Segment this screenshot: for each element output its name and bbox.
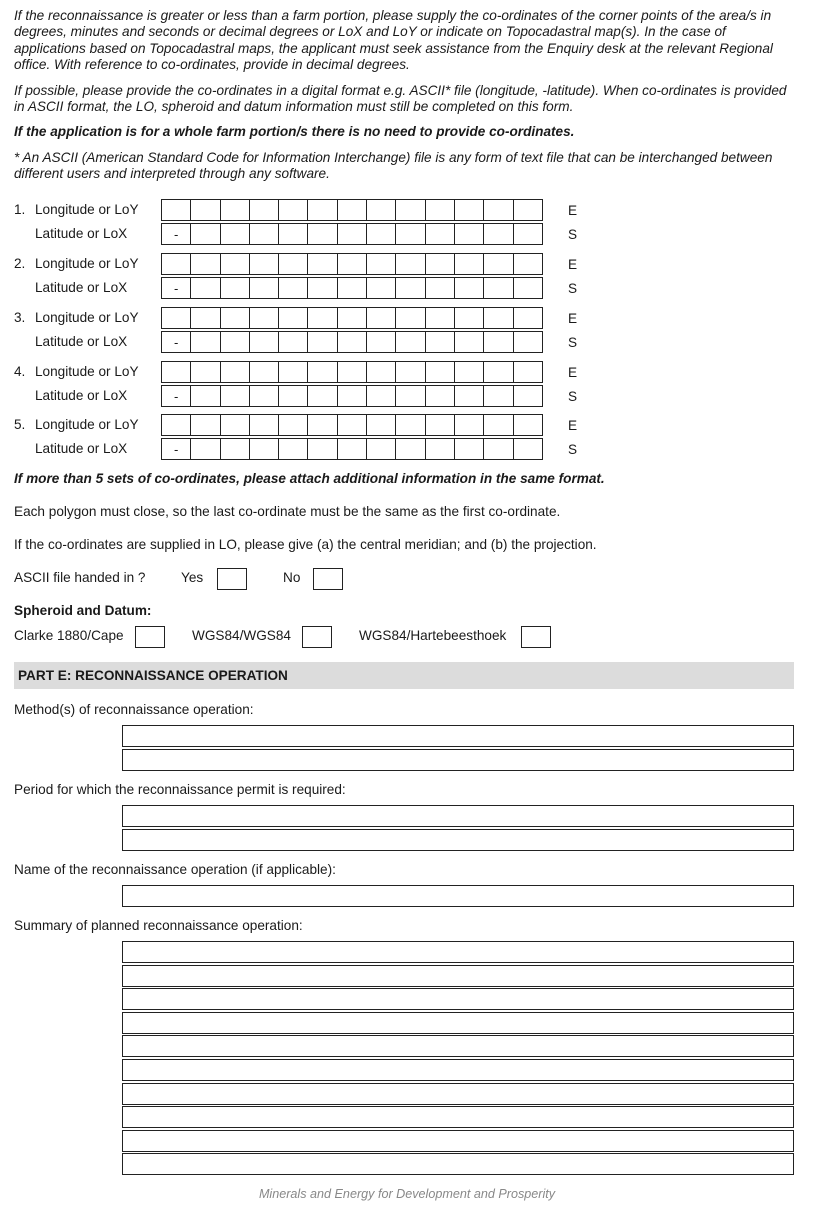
spheroid-option-clarke-label: Clarke 1880/Cape (14, 628, 124, 643)
longitude-digit-cell[interactable] (307, 253, 337, 275)
longitude-input-row (161, 199, 543, 221)
longitude-digit-cell[interactable] (278, 253, 308, 275)
longitude-digit-cell[interactable] (337, 414, 367, 436)
latitude-digit-cell[interactable] (278, 277, 308, 299)
latitude-digit-cell[interactable] (513, 331, 543, 353)
latitude-digit-cell[interactable] (337, 223, 367, 245)
longitude-digit-cell[interactable] (395, 253, 425, 275)
latitude-digit-cell[interactable] (454, 223, 484, 245)
longitude-digit-cell[interactable] (454, 361, 484, 383)
latitude-digit-cell[interactable] (425, 385, 455, 407)
longitude-digit-cell[interactable] (337, 307, 367, 329)
latitude-digit-cell[interactable] (337, 385, 367, 407)
more-sets-note: If more than 5 sets of co-ordinates, please attach additional information in the same format. (14, 471, 605, 486)
operation-name-field[interactable] (122, 885, 794, 907)
longitude-digit-cell[interactable] (395, 361, 425, 383)
latitude-digit-cell[interactable] (513, 385, 543, 407)
period-field-line-2[interactable] (122, 829, 794, 851)
spheroid-option-clarke-checkbox[interactable] (135, 626, 165, 648)
latitude-digit-cell[interactable] (425, 223, 455, 245)
ascii-no-label: No (283, 570, 301, 585)
latitude-digit-cell[interactable] (513, 223, 543, 245)
longitude-digit-cell[interactable] (307, 361, 337, 383)
latitude-input-row (161, 438, 543, 460)
operation-name-label: Name of the reconnaissance operation (if applicable): (14, 862, 336, 877)
latitude-digit-cell[interactable] (513, 438, 543, 460)
latitude-digit-cell[interactable] (454, 385, 484, 407)
latitude-label: Latitude or LoX (35, 334, 128, 349)
longitude-digit-cell[interactable] (366, 361, 396, 383)
latitude-digit-cell[interactable] (307, 277, 337, 299)
latitude-label: Latitude or LoX (35, 226, 128, 241)
latitude-digit-cell[interactable] (307, 331, 337, 353)
longitude-digit-cell[interactable] (278, 414, 308, 436)
latitude-digit-cell[interactable] (220, 223, 250, 245)
spheroid-option-hartebeesthoek-label: WGS84/Hartebeesthoek (359, 628, 507, 643)
latitude-digit-cell[interactable] (366, 385, 396, 407)
latitude-digit-cell[interactable] (249, 438, 279, 460)
latitude-digit-cell[interactable] (307, 438, 337, 460)
latitude-digit-cell[interactable] (249, 385, 279, 407)
longitude-digit-cell[interactable] (483, 307, 513, 329)
latitude-digit-cell[interactable] (483, 277, 513, 299)
footer-slogan: Minerals and Energy for Development and Prosperity (258, 1187, 556, 1201)
latitude-direction-suffix: S (568, 227, 578, 242)
latitude-label: Latitude or LoX (35, 441, 128, 456)
latitude-digit-cell[interactable] (278, 331, 308, 353)
latitude-digit-cell[interactable] (249, 331, 279, 353)
longitude-digit-cell[interactable] (220, 414, 250, 436)
latitude-digit-cell[interactable] (395, 438, 425, 460)
latitude-digit-cell[interactable] (278, 438, 308, 460)
longitude-digit-cell[interactable] (220, 307, 250, 329)
longitude-digit-cell[interactable] (425, 199, 455, 221)
latitude-digit-cell[interactable] (278, 385, 308, 407)
latitude-direction-suffix: S (568, 335, 578, 350)
latitude-digit-cell[interactable] (366, 223, 396, 245)
latitude-digit-cell[interactable] (337, 277, 367, 299)
longitude-digit-cell[interactable] (278, 199, 308, 221)
period-field-line-1[interactable] (122, 805, 794, 827)
longitude-digit-cell[interactable] (249, 307, 279, 329)
latitude-digit-cell[interactable] (366, 331, 396, 353)
longitude-digit-cell[interactable] (454, 253, 484, 275)
longitude-digit-cell[interactable] (395, 307, 425, 329)
summary-field-line-5[interactable] (122, 1035, 794, 1057)
latitude-digit-cell[interactable] (454, 331, 484, 353)
period-label: Period for which the reconnaissance permit is required: (14, 782, 346, 797)
longitude-digit-cell[interactable] (513, 307, 543, 329)
longitude-input-row (161, 361, 543, 383)
longitude-digit-cell[interactable] (161, 199, 191, 221)
longitude-digit-cell[interactable] (249, 414, 279, 436)
ascii-question-label: ASCII file handed in ? (14, 570, 146, 585)
longitude-input-row (161, 414, 543, 436)
latitude-digit-cell[interactable] (220, 277, 250, 299)
coordinate-set-number: 4. (14, 364, 26, 379)
latitude-digit-cell[interactable] (190, 331, 220, 353)
intro-paragraph-whole-farm: If the application is for a whole farm portion/s there is no need to provide co-ordinates. (14, 124, 575, 139)
longitude-label: Longitude or LoY (35, 364, 139, 379)
latitude-digit-cell[interactable] (307, 223, 337, 245)
longitude-label: Longitude or LoY (35, 310, 139, 325)
spheroid-option-hartebeesthoek-checkbox[interactable] (521, 626, 551, 648)
longitude-digit-cell[interactable] (425, 414, 455, 436)
spheroid-heading: Spheroid and Datum: (14, 603, 152, 618)
longitude-input-row (161, 253, 543, 275)
longitude-label: Longitude or LoY (35, 202, 139, 217)
latitude-digit-cell[interactable] (483, 223, 513, 245)
latitude-digit-cell[interactable] (454, 438, 484, 460)
longitude-digit-cell[interactable] (190, 414, 220, 436)
coordinate-set-number: 2. (14, 256, 26, 271)
summary-field-line-7[interactable] (122, 1083, 794, 1105)
latitude-digit-cell[interactable] (190, 438, 220, 460)
latitude-digit-cell[interactable] (220, 438, 250, 460)
longitude-digit-cell[interactable] (337, 361, 367, 383)
ascii-yes-checkbox[interactable] (217, 568, 247, 590)
longitude-digit-cell[interactable] (425, 361, 455, 383)
latitude-digit-cell[interactable] (425, 331, 455, 353)
latitude-digit-cell[interactable] (161, 277, 191, 299)
latitude-digit-cell[interactable] (337, 331, 367, 353)
summary-field-line-10[interactable] (122, 1153, 794, 1175)
latitude-digit-cell[interactable] (161, 331, 191, 353)
longitude-digit-cell[interactable] (395, 414, 425, 436)
longitude-digit-cell[interactable] (483, 199, 513, 221)
longitude-digit-cell[interactable] (278, 361, 308, 383)
intro-paragraph-digital-format: If possible, please provide the co-ordinates in a digital format e.g. ASCII* file (longitude, -latitude). When co-ordinates is provided in ASCII format, the LO, spheroid and datum information must still be completed on this form. (14, 83, 787, 115)
summary-field-line-1[interactable] (122, 941, 794, 963)
polygon-close-note: Each polygon must close, so the last co-ordinate must be the same as the first co-ordinate. (14, 504, 561, 519)
longitude-label: Longitude or LoY (35, 417, 139, 432)
coordinate-set-number: 5. (14, 417, 26, 432)
longitude-digit-cell[interactable] (190, 307, 220, 329)
latitude-direction-suffix: S (568, 389, 578, 404)
latitude-input-row (161, 223, 543, 245)
ascii-no-checkbox[interactable] (313, 568, 343, 590)
longitude-digit-cell[interactable] (483, 414, 513, 436)
longitude-direction-suffix: E (568, 365, 578, 380)
latitude-digit-cell[interactable] (395, 331, 425, 353)
negative-sign: - (173, 388, 179, 404)
latitude-label: Latitude or LoX (35, 388, 128, 403)
longitude-label: Longitude or LoY (35, 256, 139, 271)
latitude-digit-cell[interactable] (190, 385, 220, 407)
methods-field-line-2[interactable] (122, 749, 794, 771)
spheroid-option-wgs84-label: WGS84/WGS84 (192, 628, 291, 643)
summary-field-line-6[interactable] (122, 1059, 794, 1081)
latitude-digit-cell[interactable] (454, 277, 484, 299)
latitude-digit-cell[interactable] (278, 223, 308, 245)
longitude-digit-cell[interactable] (307, 307, 337, 329)
latitude-digit-cell[interactable] (483, 438, 513, 460)
summary-field-line-2[interactable] (122, 965, 794, 987)
negative-sign: - (173, 226, 179, 242)
latitude-digit-cell[interactable] (425, 438, 455, 460)
methods-field-line-1[interactable] (122, 725, 794, 747)
longitude-digit-cell[interactable] (220, 253, 250, 275)
latitude-input-row (161, 277, 543, 299)
latitude-digit-cell[interactable] (249, 223, 279, 245)
longitude-digit-cell[interactable] (190, 361, 220, 383)
latitude-digit-cell[interactable] (161, 223, 191, 245)
latitude-digit-cell[interactable] (161, 438, 191, 460)
longitude-digit-cell[interactable] (249, 253, 279, 275)
latitude-digit-cell[interactable] (190, 277, 220, 299)
latitude-digit-cell[interactable] (307, 385, 337, 407)
lo-info-note: If the co-ordinates are supplied in LO, please give (a) the central meridian; and (b) the projection. (14, 537, 597, 552)
summary-label: Summary of planned reconnaissance operation: (14, 918, 303, 933)
summary-field-line-3[interactable] (122, 988, 794, 1010)
latitude-digit-cell[interactable] (483, 331, 513, 353)
longitude-direction-suffix: E (568, 311, 578, 326)
longitude-digit-cell[interactable] (337, 253, 367, 275)
longitude-digit-cell[interactable] (483, 253, 513, 275)
latitude-digit-cell[interactable] (249, 277, 279, 299)
longitude-digit-cell[interactable] (366, 414, 396, 436)
latitude-direction-suffix: S (568, 442, 578, 457)
coordinate-set-number: 1. (14, 202, 26, 217)
longitude-digit-cell[interactable] (454, 414, 484, 436)
longitude-digit-cell[interactable] (454, 307, 484, 329)
longitude-digit-cell[interactable] (483, 361, 513, 383)
ascii-yes-label: Yes (181, 570, 204, 585)
longitude-digit-cell[interactable] (249, 199, 279, 221)
longitude-direction-suffix: E (568, 203, 578, 218)
longitude-digit-cell[interactable] (337, 199, 367, 221)
latitude-digit-cell[interactable] (366, 438, 396, 460)
latitude-digit-cell[interactable] (337, 438, 367, 460)
longitude-digit-cell[interactable] (307, 199, 337, 221)
latitude-digit-cell[interactable] (425, 277, 455, 299)
longitude-digit-cell[interactable] (425, 307, 455, 329)
longitude-digit-cell[interactable] (513, 361, 543, 383)
longitude-digit-cell[interactable] (161, 253, 191, 275)
part-e-heading: PART E: RECONNAISSANCE OPERATION (14, 662, 794, 689)
longitude-digit-cell[interactable] (220, 199, 250, 221)
negative-sign: - (173, 334, 179, 350)
longitude-digit-cell[interactable] (161, 414, 191, 436)
negative-sign: - (173, 441, 179, 457)
latitude-digit-cell[interactable] (395, 385, 425, 407)
longitude-digit-cell[interactable] (278, 307, 308, 329)
latitude-digit-cell[interactable] (483, 385, 513, 407)
longitude-digit-cell[interactable] (190, 253, 220, 275)
longitude-digit-cell[interactable] (161, 361, 191, 383)
latitude-digit-cell[interactable] (161, 385, 191, 407)
longitude-digit-cell[interactable] (220, 361, 250, 383)
longitude-digit-cell[interactable] (366, 307, 396, 329)
latitude-digit-cell[interactable] (395, 223, 425, 245)
coordinate-set-number: 3. (14, 310, 26, 325)
longitude-digit-cell[interactable] (513, 414, 543, 436)
longitude-digit-cell[interactable] (454, 199, 484, 221)
longitude-digit-cell[interactable] (307, 414, 337, 436)
latitude-digit-cell[interactable] (513, 277, 543, 299)
latitude-input-row (161, 331, 543, 353)
spheroid-option-wgs84-checkbox[interactable] (302, 626, 332, 648)
intro-paragraph-ascii-definition: * An ASCII (American Standard Code for Information Interchange) file is any form of text file that can be interchanged between different users and interpreted through any software. (14, 150, 773, 182)
longitude-direction-suffix: E (568, 418, 578, 433)
longitude-digit-cell[interactable] (249, 361, 279, 383)
longitude-input-row (161, 307, 543, 329)
longitude-digit-cell[interactable] (161, 307, 191, 329)
summary-field-line-9[interactable] (122, 1130, 794, 1152)
intro-paragraph-coordinates: If the reconnaissance is greater or less than a farm portion, please supply the co-ordinates of the corner points of the area/s in degrees, minutes and seconds or decimal degrees or LoX and LoY or indicate on Topocadastral map(s). In the case of applications based on Topocadastral maps, the applicant must seek assistance from the Enquiry desk at the relevant Regional office. With reference to co-ordinates, provide in decimal degrees. (14, 8, 773, 73)
latitude-digit-cell[interactable] (366, 277, 396, 299)
longitude-digit-cell[interactable] (190, 199, 220, 221)
latitude-digit-cell[interactable] (220, 385, 250, 407)
longitude-digit-cell[interactable] (425, 253, 455, 275)
latitude-digit-cell[interactable] (190, 223, 220, 245)
longitude-digit-cell[interactable] (366, 253, 396, 275)
longitude-digit-cell[interactable] (513, 199, 543, 221)
latitude-digit-cell[interactable] (395, 277, 425, 299)
latitude-direction-suffix: S (568, 281, 578, 296)
longitude-direction-suffix: E (568, 257, 578, 272)
longitude-digit-cell[interactable] (366, 199, 396, 221)
summary-field-line-8[interactable] (122, 1106, 794, 1128)
longitude-digit-cell[interactable] (395, 199, 425, 221)
methods-label: Method(s) of reconnaissance operation: (14, 702, 254, 717)
negative-sign: - (173, 280, 179, 296)
longitude-digit-cell[interactable] (513, 253, 543, 275)
latitude-input-row (161, 385, 543, 407)
latitude-label: Latitude or LoX (35, 280, 128, 295)
latitude-digit-cell[interactable] (220, 331, 250, 353)
summary-field-line-4[interactable] (122, 1012, 794, 1034)
